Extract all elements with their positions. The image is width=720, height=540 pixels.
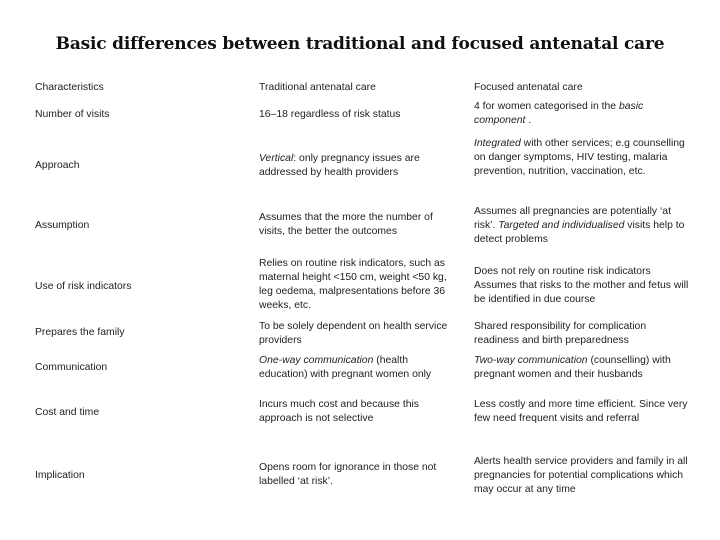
row-traditional: To be solely dependent on health service providers [259,321,448,346]
row-traditional: Relies on routine risk indicators, such as maternal height <150 cm, weight <50 kg, leg oedema, malpresentations before 36 weeks, etc. [259,258,447,311]
row-focused: Does not rely on routine risk indicators Assumes that risks to the mother and fetus will be identified in due course [474,266,689,305]
row-focused: 4 for women categorised in the basic component . [474,101,644,126]
row-characteristic: Number of visits [35,109,110,120]
row-traditional: Incurs much cost and because this approach is not selective [259,399,419,424]
row-focused: Two-way communication (counselling) with pregnant women and their husbands [474,355,671,380]
row-focused: Integrated with other services; e.g counselling on danger symptoms, HIV testing, malaria prevention, nutrition, vaccination, etc. [474,138,685,177]
header-characteristics: Characteristics [35,82,104,93]
row-focused: Assumes all pregnancies are potentially ‘at risk’. Targeted and individualised visits help to detect problems [474,206,685,245]
row-traditional: Vertical: only pregnancy issues are addressed by health providers [259,153,420,178]
row-characteristic: Communication [35,362,108,373]
row-characteristic: Implication [35,470,85,481]
row-focused: Less costly and more time efficient. Since very few need frequent visits and referral [474,399,688,424]
header-focused: Focused antenatal care [474,82,583,93]
row-traditional: 16–18 regardless of risk status [259,109,401,120]
page-title: Basic differences between traditional and focused antenatal care [55,34,665,54]
row-characteristic: Use of risk indicators [35,281,132,292]
row-characteristic: Prepares the family [35,327,125,338]
row-traditional: One-way communication (health education) with pregnant women only [259,355,432,380]
row-focused: Alerts health service providers and family in all pregnancies for potential complications which may occur at any time [474,456,688,495]
header-traditional: Traditional antenatal care [259,82,376,93]
row-focused: Shared responsibility for complication readiness and birth preparedness [474,321,647,346]
row-characteristic: Cost and time [35,407,100,418]
row-traditional: Opens room for ignorance in those not labelled ‘at risk’. [259,462,437,487]
row-characteristic: Assumption [35,220,90,231]
row-characteristic: Approach [35,160,80,171]
row-traditional: Assumes that the more the number of visits, the better the outcomes [259,212,433,237]
